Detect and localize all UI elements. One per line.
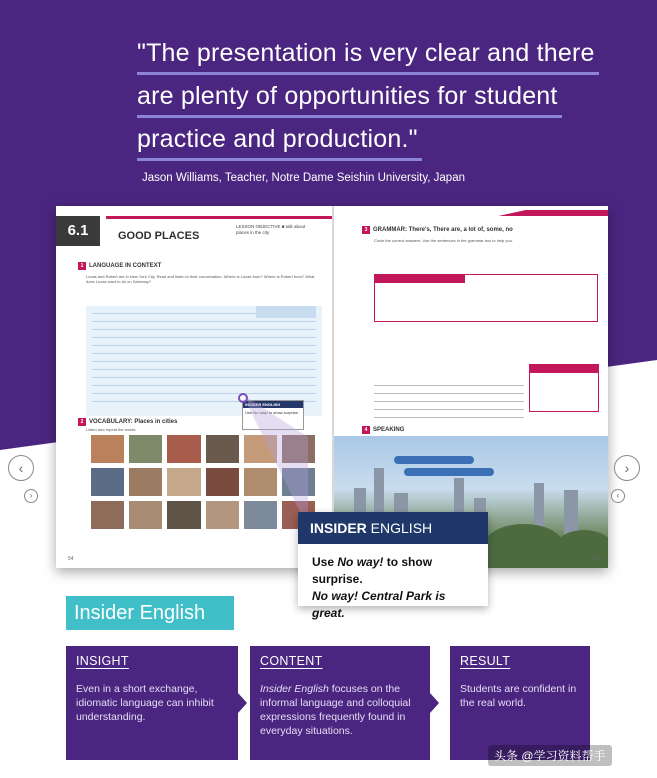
- section-title: VOCABULARY: Places in cities: [89, 419, 178, 425]
- photo: [90, 434, 125, 464]
- photo: [166, 434, 201, 464]
- grammar-table: [374, 274, 598, 322]
- section-heading-vocabulary: [78, 418, 177, 426]
- section-title: GRAMMAR: There's, There are, a lot of, some, no: [373, 227, 513, 233]
- unit-title: GOOD PLACES: [118, 230, 200, 242]
- accuracy-check-title: ACCURACY CHECK: [533, 374, 571, 379]
- photo: [128, 500, 163, 530]
- page-number: 55: [592, 556, 598, 562]
- grammar-table-title: There's / There are, a lot of, some, no: [378, 284, 445, 289]
- callout-body: [298, 544, 488, 622]
- section-title: LANGUAGE IN CONTEXT: [89, 263, 162, 269]
- section-instruction: Listen and repeat the words.: [86, 427, 137, 432]
- chevron-right-icon[interactable]: ›: [614, 455, 640, 481]
- speech-bubble: [394, 456, 474, 464]
- callout-header: [298, 512, 488, 544]
- watermark: 头条 @学习资料帮手: [488, 745, 612, 766]
- section-heading-language: [78, 262, 161, 270]
- magnifier-lens: [238, 393, 248, 403]
- card-title: RESULT: [460, 654, 511, 668]
- section-heading-speaking: [362, 426, 404, 434]
- photo: [243, 467, 278, 497]
- chevron-right-icon[interactable]: ›: [24, 489, 38, 503]
- section-heading-grammar: [362, 226, 513, 234]
- photo: [205, 500, 240, 530]
- section-number: 2: [78, 418, 86, 426]
- section-instruction: Circle the correct answers. Use the sentences in the grammar box to help you.: [374, 238, 513, 243]
- writing-lines: [374, 378, 524, 418]
- quote-line: are plenty of opportunities for student: [137, 75, 562, 118]
- card-body: Even in a short exchange, idiomatic language can inhibit understanding.: [76, 683, 214, 723]
- mini-insider-title: INSIDER ENGLISH: [243, 401, 303, 408]
- arrow-right-icon: [238, 693, 247, 713]
- callout-line-2: [312, 588, 476, 622]
- right-page-topbar: [334, 210, 608, 216]
- chevron-left-icon[interactable]: ‹: [611, 489, 625, 503]
- card-body: [260, 682, 420, 738]
- callout-text: to show surprise.: [312, 555, 433, 586]
- callout-emphasis: No way!: [312, 589, 359, 603]
- insight-card: [66, 646, 238, 760]
- glossary-box: [256, 306, 316, 318]
- photo: [205, 467, 240, 497]
- accuracy-check-box: [529, 364, 599, 412]
- photo: [128, 434, 163, 464]
- callout-text: Use: [312, 555, 338, 569]
- left-page: [56, 206, 332, 568]
- section-title: Insider English: [66, 596, 234, 630]
- unit-number: 6.1: [56, 216, 100, 246]
- photo: [128, 467, 163, 497]
- photo: [205, 434, 240, 464]
- speech-bubble: [404, 468, 494, 476]
- callout-emphasis: No way!: [337, 555, 384, 569]
- lesson-objective: LESSON OBJECTIVE ■ talk about places in the city: [236, 224, 306, 235]
- quote-line: practice and production.": [137, 118, 422, 161]
- result-card: [450, 646, 590, 760]
- photo: [166, 467, 201, 497]
- arrow-right-icon: [430, 693, 439, 713]
- card-title: INSIGHT: [76, 654, 129, 668]
- photo: [243, 500, 278, 530]
- left-page-topbar: [106, 216, 332, 219]
- section-instruction: Lucas and Robert are in New York City. Read and listen to their conversation. Where is Lucas from? Where is Robert from? What does Lucas want to do on Saturday?: [86, 274, 315, 284]
- photo: [90, 500, 125, 530]
- insider-english-callout: [298, 512, 488, 620]
- card-title: CONTENT: [260, 654, 323, 668]
- testimonial-quote: [137, 32, 617, 161]
- quote-line: "The presentation is very clear and there: [137, 32, 599, 75]
- mini-insider-text: Use No way! to show surprise.: [245, 410, 300, 415]
- content-card: [250, 646, 430, 760]
- quote-attribution: Jason Williams, Teacher, Notre Dame Seishin University, Japan: [142, 172, 465, 184]
- page-number: 54: [68, 556, 74, 562]
- section-number: 3: [362, 226, 370, 234]
- card-text: focuses on the informal language and colloquial expressions frequently found in everyday situations.: [260, 683, 411, 737]
- grammar-table-header: [375, 275, 465, 289]
- card-emphasis: Insider English: [260, 683, 329, 695]
- callout-title-rest: ENGLISH: [366, 520, 433, 536]
- section-number: 4: [362, 426, 370, 434]
- callout-text: Central Park is great.: [312, 589, 446, 620]
- card-body: Students are confident in the real world.: [460, 683, 577, 709]
- photo: [90, 467, 125, 497]
- chevron-left-icon[interactable]: ‹: [8, 455, 34, 481]
- accuracy-check-header: [530, 365, 598, 379]
- callout-title-bold: INSIDER: [310, 520, 367, 536]
- section-title: SPEAKING: [373, 427, 405, 433]
- section-number: 1: [78, 262, 86, 270]
- photo: [166, 500, 201, 530]
- callout-line-1: [312, 554, 476, 588]
